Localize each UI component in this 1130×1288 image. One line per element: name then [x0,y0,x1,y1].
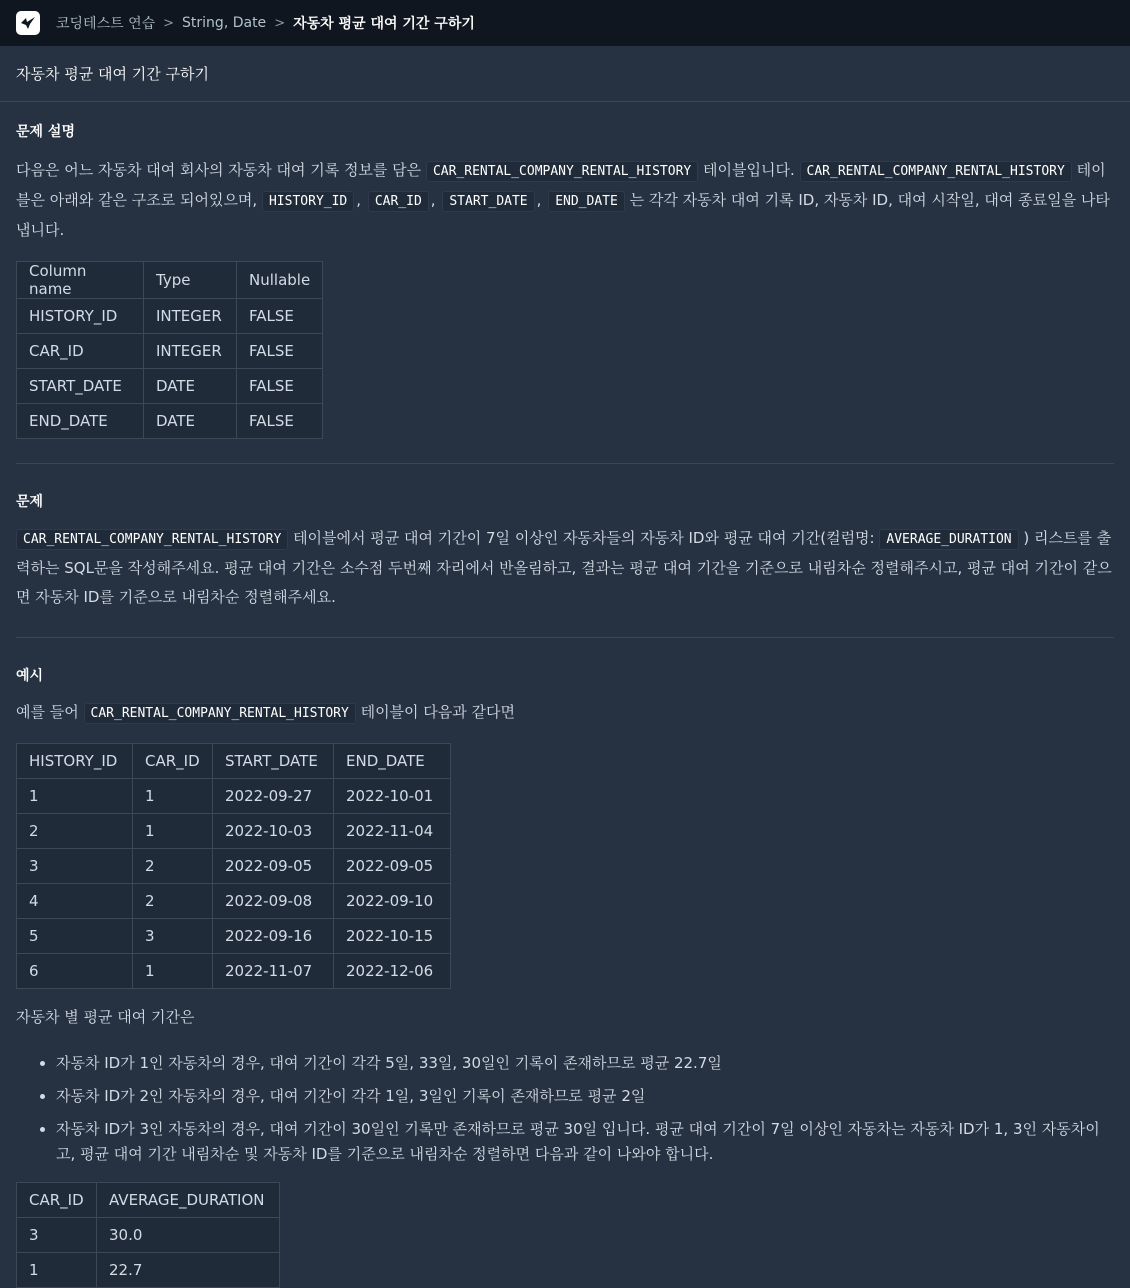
table-cell: 2022-09-05 [213,849,334,884]
table-cell: 2022-10-01 [334,779,451,814]
table-header-row [17,262,323,299]
table-cell: 2022-09-16 [213,919,334,954]
column-code-history-id: HISTORY_ID [262,191,354,212]
section-heading-problem: 문제 [16,494,44,510]
table-cell: INTEGER [144,334,237,369]
table-row [17,849,451,884]
breadcrumb-current: 자동차 평균 대여 기간 구하기 [293,16,475,32]
table-row [17,779,451,814]
table-row [17,954,451,989]
table-cell: 1 [133,954,213,989]
header-cell: Column name [17,262,144,299]
section-example [16,638,1114,1288]
breadcrumb-coding-test[interactable]: 코딩테스트 연습 [56,16,156,32]
table-cell: 2022-10-15 [334,919,451,954]
table-row [17,369,323,404]
schema-table [16,261,323,439]
table-cell: 1 [17,779,133,814]
table-cell: START_DATE [17,369,144,404]
table-cell: END_DATE [17,404,144,439]
table-row [17,404,323,439]
table-cell: HISTORY_ID [17,299,144,334]
table-cell: DATE [144,369,237,404]
header-cell: START_DATE [213,744,334,779]
table-cell: 3 [17,1218,97,1253]
description-paragraph: 다음은 어느 자동차 대여 회사의 자동차 대여 기록 정보를 담은 CAR_RENTAL_COMPANY_RENTAL_HISTORY 테이블입니다. CAR_RENTAL_COMPANY_RENTAL_HISTORY 테이블은 아래와 같은 구조로 되어있으며, HISTORY_ID , CAR_ID , START_DATE , END_DATE 는 각각 자동차 대여 기록 ID, 자동차 ID, 대여 시작일, 대여 종료일을 나타냅니다. [16,161,1110,239]
table-cell: 2022-11-04 [334,814,451,849]
section-description [16,102,1114,464]
table-cell: 2 [133,849,213,884]
breadcrumb-category[interactable]: String, Date [182,15,267,31]
description-text: 는 각각 자동차 대여 기록 ID, 자동차 ID, 대여 시작일, 대여 종료일을 나타냅니다. [16,191,1110,239]
table-cell: FALSE [237,299,323,334]
table-row [17,299,323,334]
table-row [17,884,451,919]
page-title-bar [0,46,1130,102]
description-text: 다음은 어느 자동차 대여 회사의 자동차 대여 기록 정보를 담은 [16,161,422,179]
table-row [17,1253,280,1288]
header-cell: Nullable [237,262,323,299]
table-cell: INTEGER [144,299,237,334]
table-row [17,1218,280,1253]
header-cell: Type [144,262,237,299]
header-cell: HISTORY_ID [17,744,133,779]
example-text: 테이블이 다음과 같다면 [360,703,516,721]
table-cell: DATE [144,404,237,439]
example-text: 예를 들어 [16,703,79,721]
column-code-end-date: END_DATE [548,191,625,212]
table-cell: 2022-10-03 [213,814,334,849]
table-cell: 2022-09-27 [213,779,334,814]
explanation-list [16,1051,1114,1167]
result-table [16,1182,280,1288]
table-name-code: CAR_RENTAL_COMPANY_RENTAL_HISTORY [84,703,356,724]
table-name-code: CAR_RENTAL_COMPANY_RENTAL_HISTORY [16,529,288,550]
list-item: • 자동차 ID가 3인 자동차의 경우, 대여 기간이 30일인 기록만 존재하므로 평균 30일 입니다. 평균 대여 기간이 7일 이상인 자동차는 자동차 ID가 1, 3인 자동차이고, 평균 대여 기간 내림차순 및 자동차 ID를 기준으로 내림차순 정렬하면 다음과 같이 나와야 합니다. [56,1117,1114,1167]
table-name-code: CAR_RENTAL_COMPANY_RENTAL_HISTORY [426,161,698,182]
table-cell: 1 [17,1253,97,1288]
table-cell: FALSE [237,369,323,404]
table-name-code: CAR_RENTAL_COMPANY_RENTAL_HISTORY [800,161,1072,182]
table-cell: CAR_ID [17,334,144,369]
table-cell: 1 [133,814,213,849]
chevron-right-icon: > [274,15,286,31]
table-cell: 4 [17,884,133,919]
table-header-row [17,1183,280,1218]
column-code-car-id: CAR_ID [368,191,429,212]
description-text: 테이블입니다. [703,161,795,179]
column-code-average-duration: AVERAGE_DURATION [879,529,1018,550]
table-cell: 2 [17,814,133,849]
table-cell: 3 [133,919,213,954]
list-item: • 자동차 ID가 1인 자동차의 경우, 대여 기간이 각각 5일, 33일, 30일인 기록이 존재하므로 평균 22.7일 [56,1051,1114,1076]
table-cell: 6 [17,954,133,989]
table-cell: FALSE [237,334,323,369]
table-cell: 2022-12-06 [334,954,451,989]
table-cell: 1 [133,779,213,814]
table-cell: 22.7 [97,1253,280,1288]
problem-paragraph [16,524,1114,612]
programmers-logo-icon[interactable] [16,11,40,35]
problem-content [0,102,1130,1288]
table-cell: 3 [17,849,133,884]
column-code-start-date: START_DATE [442,191,534,212]
top-navigation-bar [0,0,1130,46]
table-row [17,334,323,369]
section-heading-description: 문제 설명 [16,124,75,140]
section-heading-example: 예시 [16,668,44,684]
table-cell: 2 [133,884,213,919]
table-cell: FALSE [237,404,323,439]
problem-text: ) 리스트를 출력하는 SQL문을 작성해주세요. 평균 대여 기간은 소수점 두번째 자리에서 반올림하고, 결과는 평균 대여 기간을 기준으로 내림차순 정렬해주시고, 평균 대여 기간이 같으면 자동차 ID를 기준으로 내림차순 정렬해주세요. [16,529,1112,606]
table-cell: 2022-09-10 [334,884,451,919]
table-row [17,814,451,849]
table-cell: 2022-11-07 [213,954,334,989]
chevron-right-icon: > [163,15,175,31]
page-title: 자동차 평균 대여 기간 구하기 [16,65,209,83]
example-table [16,743,451,989]
problem-text: 테이블에서 평균 대여 기간이 7일 이상인 자동차들의 자동차 ID와 평균 대여 기간(컬럼명: [293,529,875,547]
header-cell: CAR_ID [17,1183,97,1218]
section-problem [16,464,1114,638]
table-row [17,919,451,954]
table-cell: 2022-09-08 [213,884,334,919]
table-cell: 2022-09-05 [334,849,451,884]
average-intro-text: 자동차 별 평균 대여 기간은 [16,1008,195,1026]
table-cell: 5 [17,919,133,954]
table-header-row [17,744,451,779]
header-cell: CAR_ID [133,744,213,779]
description-text: 테이블은 아래와 같은 구조로 되어있으며, [16,161,1106,209]
header-cell: END_DATE [334,744,451,779]
header-cell: AVERAGE_DURATION [97,1183,280,1218]
example-intro-paragraph [16,698,1114,728]
table-cell: 30.0 [97,1218,280,1253]
list-item: • 자동차 ID가 2인 자동차의 경우, 대여 기간이 각각 1일, 3일인 기록이 존재하므로 평균 2일 [56,1084,1114,1109]
